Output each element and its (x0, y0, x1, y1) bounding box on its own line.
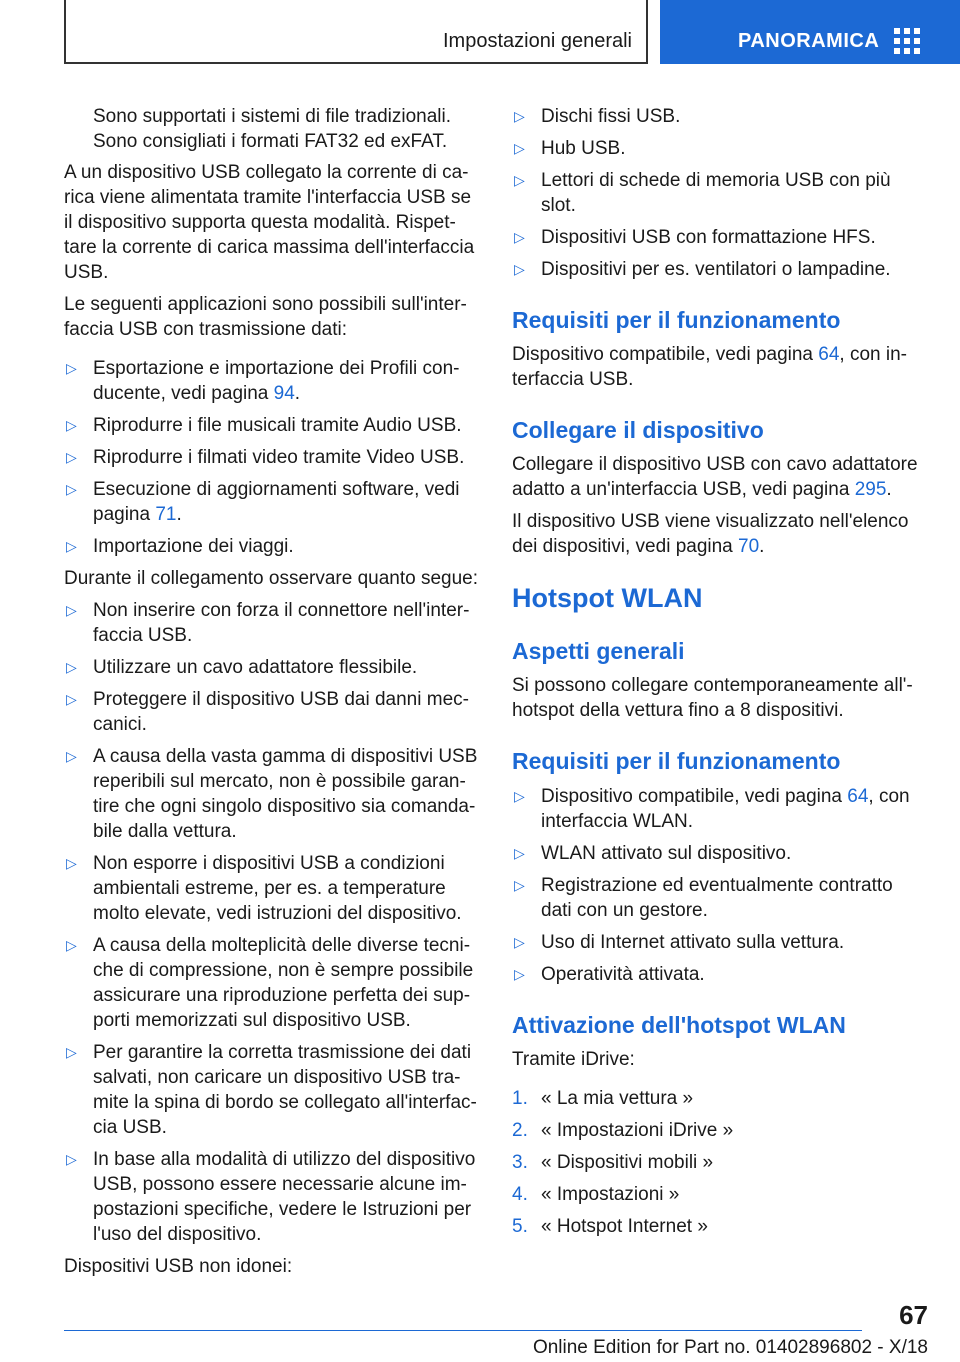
charge-line: rica viene alimentata tramite l'interfaccia USB se (64, 187, 472, 208)
triangle-bullet-icon: ▷ (66, 449, 77, 465)
heading-connect-device: Collegare il dispositivo (512, 417, 764, 443)
list-item-continued: dati con un gestore. (541, 900, 708, 921)
triangle-bullet-icon: ▷ (514, 261, 525, 277)
triangle-bullet-icon: ▷ (66, 659, 77, 675)
via-idrive: Tramite iDrive: (512, 1049, 635, 1070)
requirements-text: terfaccia USB. (512, 369, 634, 390)
list-item-continued: interfaccia WLAN. (541, 811, 694, 832)
overview-tab-label: PANORAMICA (738, 30, 880, 52)
header-section-box (64, 0, 648, 64)
triangle-bullet-icon: ▷ (514, 845, 525, 861)
list-item-continued: canici. (93, 714, 147, 735)
list-item: A causa della molteplicità delle diverse tecni‐ (93, 935, 471, 956)
list-item: Dischi fissi USB. (541, 106, 681, 127)
triangle-bullet-icon: ▷ (66, 602, 77, 618)
list-item-continued: che di compressione, non è sempre possibile (93, 960, 474, 981)
list-item: Lettori di schede di memoria USB con più (541, 170, 891, 191)
list-item: Dispositivo compatibile, vedi pagina 64, con (541, 786, 910, 807)
triangle-bullet-icon: ▷ (514, 877, 525, 893)
list-item-continued: USB, possono essere necessarie alcune im‐ (93, 1174, 467, 1195)
unsuitable-intro: Dispositivi USB non idonei: (64, 1256, 293, 1277)
list-item-continued: l'uso del dispositivo. (93, 1224, 262, 1245)
list-item-continued: bile dalla vettura. (93, 821, 237, 842)
triangle-bullet-icon: ▷ (514, 229, 525, 245)
list-item: Uso di Internet attivato sulla vettura. (541, 932, 845, 953)
step-number: 1. (512, 1088, 528, 1109)
charge-line: A un dispositivo USB collegato la corrente di ca‐ (64, 162, 469, 183)
general-text: Si possono collegare contemporaneamente all'‐ (512, 675, 913, 696)
requirements-text: Dispositivo compatibile, vedi pagina 64, con in‐ (512, 344, 908, 365)
page-link-64[interactable]: 64 (818, 344, 840, 365)
triangle-bullet-icon: ▷ (66, 855, 77, 871)
menu-step: « La mia vettura » (541, 1088, 694, 1109)
footer-edition: Online Edition for Part no. 01402896802 - X/18 (532, 1337, 928, 1358)
list-item-continued: mite la spina di bordo se collegato all'interfac‐ (93, 1092, 477, 1113)
menu-step: « Hotspot Internet » (541, 1216, 708, 1237)
triangle-bullet-icon: ▷ (66, 937, 77, 953)
list-item: Dispositivi per es. ventilatori o lampadine. (541, 259, 891, 280)
step-number: 4. (512, 1184, 528, 1205)
list-item: A causa della vasta gamma di dispositivi USB (93, 746, 478, 767)
triangle-bullet-icon: ▷ (514, 108, 525, 124)
menu-step: « Dispositivi mobili » (541, 1152, 714, 1173)
list-item-continued: pagina 71. (93, 504, 182, 525)
step-number: 3. (512, 1152, 528, 1173)
formats-line-1: Sono supportati i sistemi di file tradizionali. (93, 106, 452, 127)
heading-requirements-wlan: Requisiti per il funzionamento (512, 748, 841, 774)
triangle-bullet-icon: ▷ (66, 691, 77, 707)
list-item-continued: salvati, non caricare un dispositivo USB tra‐ (93, 1067, 461, 1088)
shown-text: Il dispositivo USB viene visualizzato nell'elenco (512, 511, 909, 532)
triangle-bullet-icon: ▷ (66, 748, 77, 764)
triangle-bullet-icon: ▷ (514, 140, 525, 156)
list-item-continued: ducente, vedi pagina 94. (93, 383, 301, 404)
footer-divider (64, 1330, 862, 1331)
triangle-bullet-icon: ▷ (66, 1044, 77, 1060)
list-item-continued: postazioni specifiche, vedere le Istruzioni per (93, 1199, 472, 1220)
connection-intro: Durante il collegamento osservare quanto segue: (64, 568, 479, 589)
apps-intro-line: faccia USB con trasmissione dati: (64, 319, 348, 340)
list-item: Dispositivi USB con formattazione HFS. (541, 227, 876, 248)
list-item: Esportazione e importazione dei Profili con‐ (93, 358, 460, 379)
triangle-bullet-icon: ▷ (66, 417, 77, 433)
list-item: Riprodurre i file musicali tramite Audio USB. (93, 415, 462, 436)
page-link-70[interactable]: 70 (738, 536, 760, 557)
triangle-bullet-icon: ▷ (514, 788, 525, 804)
charge-line: tare la corrente di carica massima dell'interfaccia (64, 237, 475, 258)
page-link-94[interactable]: 94 (273, 383, 295, 404)
page-link-64[interactable]: 64 (847, 786, 869, 807)
list-item: Hub USB. (541, 138, 626, 159)
heading-activate-hotspot: Attivazione dell'hotspot WLAN (512, 1012, 846, 1038)
list-item: Operatività attivata. (541, 964, 705, 985)
list-item-continued: ambientali estreme, per es. a temperature (93, 878, 446, 899)
list-item-continued: molto elevate, vedi istruzioni del dispositivo. (93, 903, 462, 924)
list-item: Per garantire la corretta trasmissione dei dati (93, 1042, 472, 1063)
triangle-bullet-icon: ▷ (66, 538, 77, 554)
triangle-bullet-icon: ▷ (66, 1151, 77, 1167)
triangle-bullet-icon: ▷ (514, 172, 525, 188)
connect-text: adatto a un'interfaccia USB, vedi pagina 295. (512, 479, 892, 500)
charge-line: il dispositivo supporta questa modalità. Rispet‐ (64, 212, 456, 233)
menu-step: « Impostazioni iDrive » (541, 1120, 734, 1141)
list-item-continued: cia USB. (93, 1117, 167, 1138)
shown-text: dei dispositivi, vedi pagina 70. (512, 536, 765, 557)
list-item-continued: faccia USB. (93, 625, 193, 646)
list-item: Esecuzione di aggiornamenti software, vedi (93, 479, 460, 500)
apps-intro-line: Le seguenti applicazioni sono possibili sull'inter‐ (64, 294, 467, 315)
triangle-bullet-icon: ▷ (514, 934, 525, 950)
list-item-continued: porti memorizzati sul dispositivo USB. (93, 1010, 411, 1031)
list-item-continued: assicurare una riproduzione perfetta dei sup‐ (93, 985, 471, 1006)
header-section-title: Impostazioni generali (443, 30, 632, 52)
charge-line: USB. (64, 262, 109, 283)
step-number: 5. (512, 1216, 528, 1237)
triangle-bullet-icon: ▷ (66, 360, 77, 376)
list-item: Non esporre i dispositivi USB a condizioni (93, 853, 445, 874)
list-item: Registrazione ed eventualmente contratto (541, 875, 893, 896)
page-link-71[interactable]: 71 (155, 504, 177, 525)
general-text: hotspot della vettura fino a 8 dispositivi. (512, 700, 844, 721)
list-item: Proteggere il dispositivo USB dai danni mec‐ (93, 689, 469, 710)
list-item: Non inserire con forza il connettore nell'inter‐ (93, 600, 470, 621)
formats-line-2: Sono consigliati i formati FAT32 ed exFAT. (93, 131, 448, 152)
triangle-bullet-icon: ▷ (66, 481, 77, 497)
page-number: 67 (899, 1300, 928, 1330)
step-number: 2. (512, 1120, 528, 1141)
list-item-continued: tire che ogni singolo dispositivo sia comanda‐ (93, 796, 476, 817)
page-link-295[interactable]: 295 (854, 479, 887, 500)
list-item-continued: slot. (541, 195, 576, 216)
list-item: Importazione dei viaggi. (93, 536, 294, 557)
list-item: Utilizzare un cavo adattatore flessibile. (93, 657, 418, 678)
menu-step: « Impostazioni » (541, 1184, 680, 1205)
heading-hotspot-wlan: Hotspot WLAN (512, 583, 703, 613)
connect-text: Collegare il dispositivo USB con cavo adattatore (512, 454, 918, 475)
triangle-bullet-icon: ▷ (514, 966, 525, 982)
heading-general-aspects: Aspetti generali (512, 638, 685, 664)
list-item: Riprodurre i filmati video tramite Video USB. (93, 447, 465, 468)
list-item: In base alla modalità di utilizzo del dispositivo (93, 1149, 476, 1170)
list-item-continued: reperibili sul mercato, non è possibile garan‐ (93, 771, 466, 792)
heading-requirements-usb: Requisiti per il funzionamento (512, 307, 841, 333)
grid-icon[interactable] (894, 28, 920, 54)
list-item: WLAN attivato sul dispositivo. (541, 843, 792, 864)
